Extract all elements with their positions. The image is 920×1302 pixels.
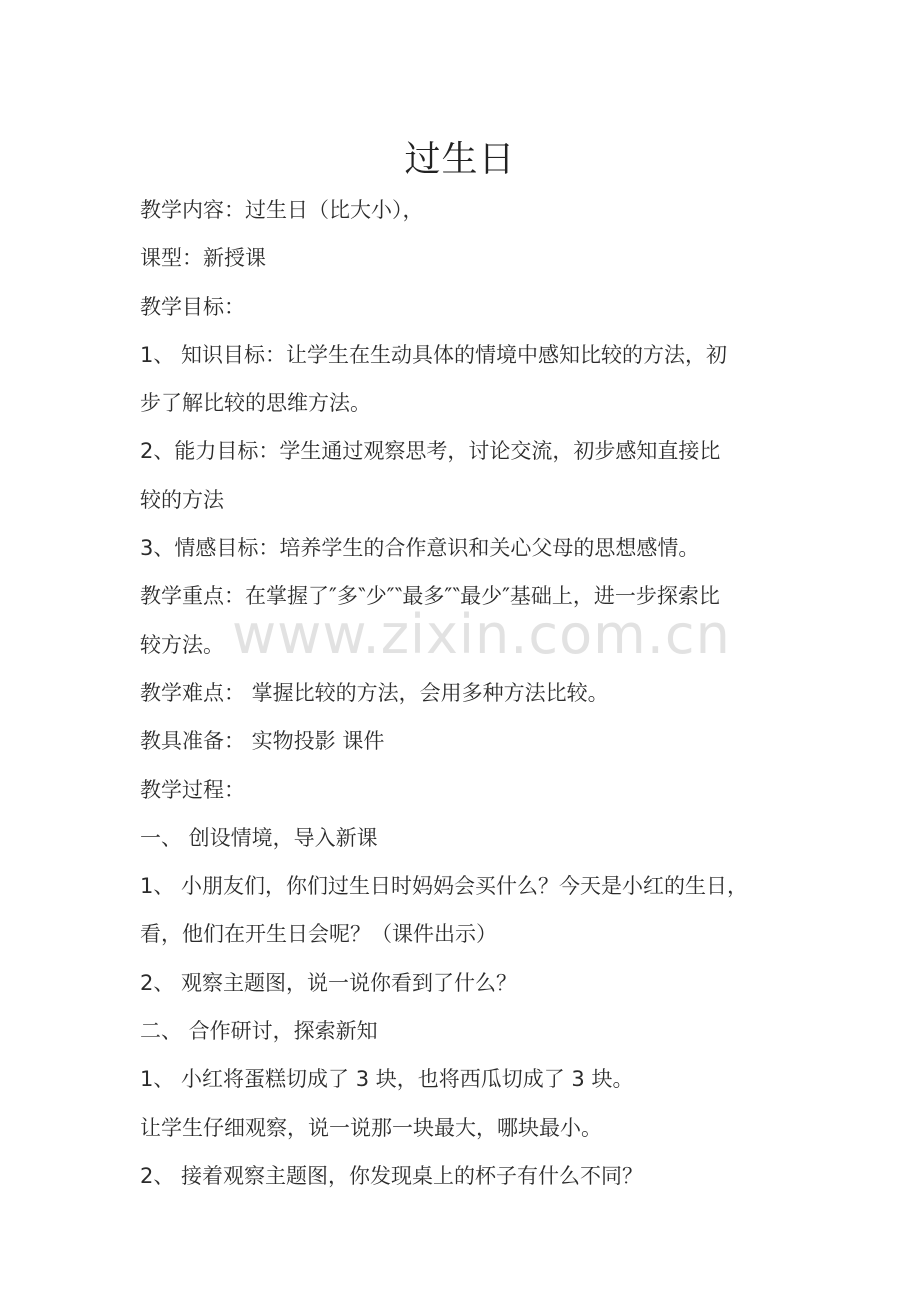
body-line: 教具准备： 实物投影 课件 — [140, 729, 385, 754]
body-line: 教学过程： — [140, 777, 245, 802]
body-line: 教学目标： — [140, 294, 245, 319]
body-line: 2、 接着观察主题图，你发现桌上的杯子有什么不同？ — [140, 1163, 644, 1188]
body-line: 教学难点： 掌握比较的方法，会用多种方法比较。 — [140, 680, 609, 705]
body-line: 1、 小红将蛋糕切成了 3 块，也将西瓜切成了 3 块。 — [140, 1067, 634, 1092]
body-line: 2、 观察主题图，说一说你看到了什么？ — [140, 970, 518, 995]
body-line: 课型：新授课 — [140, 246, 266, 271]
body-line: 较方法。 — [140, 632, 224, 657]
body-line: 一、 创设情境，导入新课 — [140, 825, 378, 850]
body-line: 二、 合作研讨，探索新知 — [140, 1019, 378, 1044]
body-line: 教学重点：在掌握了″多‶少″‶最多″‶最少″基础上，进一步探索比 — [140, 584, 720, 609]
body-line: 2、能力目标：学生通过观察思考，讨论交流，初步感知直接比 — [140, 439, 721, 464]
body-line: 看，他们在开生日会呢？（课件出示） — [140, 922, 497, 947]
watermark-text: www.zixin.com.cn — [232, 603, 731, 666]
document-body — [140, 186, 800, 1200]
body-line: 1、 小朋友们，你们过生日时妈妈会买什么？今天是小红的生日， — [140, 874, 749, 899]
body-line: 3、情感目标：培养学生的合作意识和关心父母的思想感情。 — [140, 536, 700, 561]
body-line: 教学内容：过生日（比大小）， — [140, 198, 424, 222]
body-line: 步了解比较的思维方法。 — [140, 391, 371, 416]
document-title: 过生日 — [404, 139, 516, 180]
body-line: 较的方法 — [140, 487, 224, 512]
body-line: 1、 知识目标：让学生在生动具体的情境中感知比较的方法，初 — [140, 342, 728, 367]
body-line: 让学生仔细观察，说一说那一块最大，哪块最小。 — [140, 1115, 602, 1140]
